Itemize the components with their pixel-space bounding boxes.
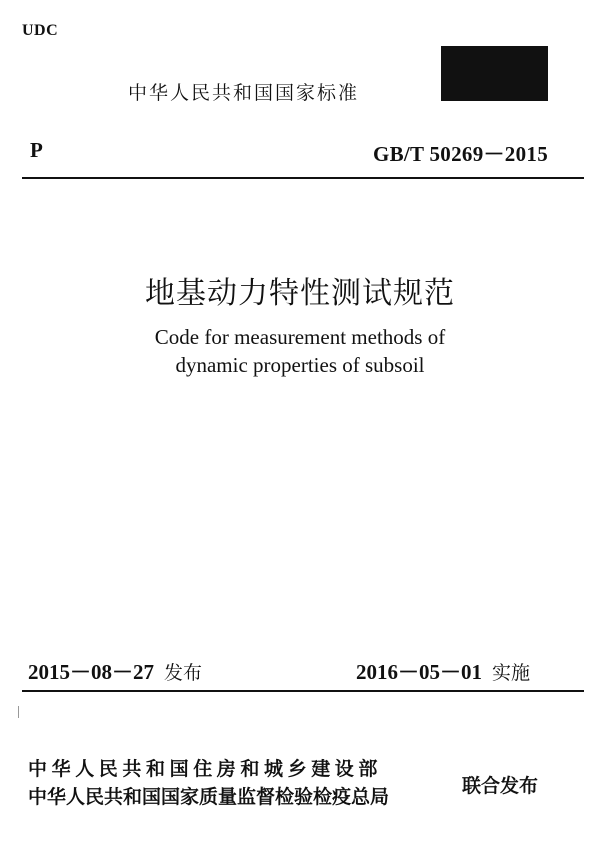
category-code: P [30, 138, 43, 162]
issuers-block [28, 755, 389, 811]
standard-type-title: 中华人民共和国国家标准 [128, 82, 360, 104]
scan-mark [18, 706, 19, 718]
redacted-block [441, 46, 548, 101]
implementation-date: 2016－05－01 [356, 660, 482, 684]
english-title [0, 323, 600, 379]
implementation-label: 实施 [492, 662, 531, 684]
issue-date-group [28, 656, 202, 686]
implementation-date-group [356, 656, 530, 686]
issue-label: 发布 [164, 662, 203, 684]
joint-issue-label: 联合发布 [462, 775, 539, 797]
standard-number: GB/T 50269－2015 [372, 142, 548, 166]
issuer-aqsiq: 中华人民共和国国家质量监督检验检疫总局 [28, 786, 390, 808]
english-title-line-1: Code for measurement methods of [154, 325, 446, 349]
bottom-divider [22, 690, 584, 692]
english-title-line-2: dynamic properties of subsoil [175, 353, 425, 377]
issuer-ministry-housing: 中华人民共和国住房和城乡建设部 [28, 758, 383, 780]
udc-label: UDC [22, 22, 59, 39]
chinese-title: 地基动力特性测试规范 [145, 276, 455, 311]
top-divider [22, 177, 584, 179]
issue-date: 2015－08－27 [28, 660, 154, 684]
